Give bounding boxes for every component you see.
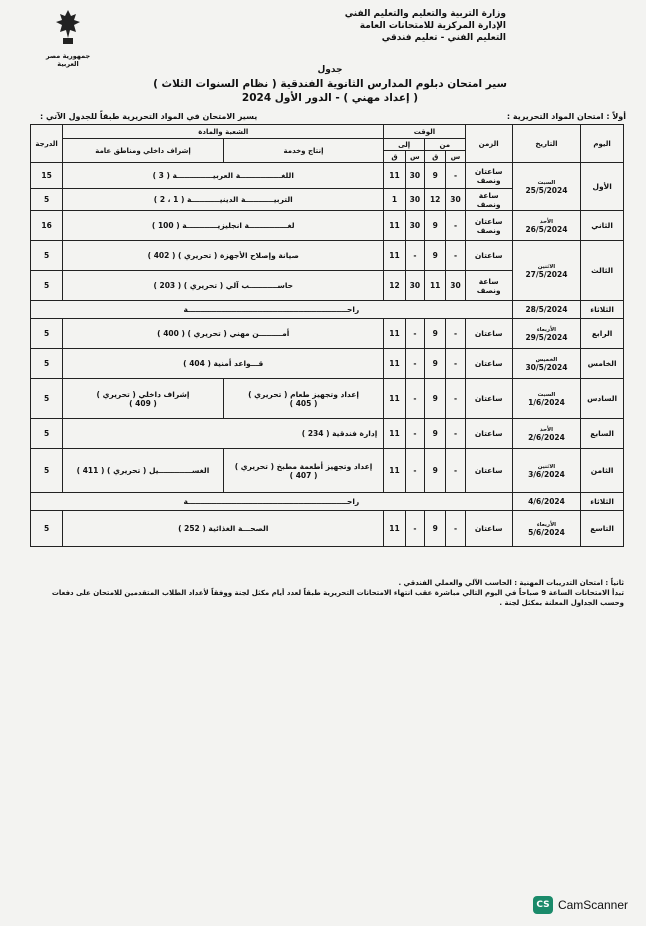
duration-cell: ساعتان	[465, 319, 512, 349]
footer-line: ثانياً : امتحان التدريبات المهنية : الحاسب الآلي والعملي الفندقي .	[398, 579, 624, 587]
exam-schedule-table	[30, 124, 624, 547]
col-to: إلى	[384, 139, 425, 151]
section-note: يسير الامتحان في المواد التحريرية طبقاً للجدول الآتي :	[40, 112, 258, 121]
time-cell: -	[446, 211, 465, 241]
title-line: سير امتحان دبلوم المدارس الثانوية الفندقية ( نظام السنوات الثلاث )	[153, 78, 507, 90]
supervision-subject-cell: إشراف داخلي ( تحريري ) ( 409 )	[63, 379, 224, 419]
col-day: اليوم	[581, 125, 624, 163]
date-cell: السبت 25/5/2024	[512, 163, 580, 211]
subject-cell: لغـــــــــــــــة انجليزيــــــــــــة ( 100 )	[63, 211, 384, 241]
time-cell: 11	[384, 349, 405, 379]
day-cell: الثالث	[581, 241, 624, 301]
ministry-line: وزارة التربية والتعليم والتعليم الفني	[344, 9, 506, 19]
day-cell: الثاني	[581, 211, 624, 241]
header-row	[31, 125, 624, 139]
degree-cell: 15	[31, 163, 63, 189]
subject-cell: إدارة فندقية ( 234 )	[63, 419, 384, 449]
degree-cell: 16	[31, 211, 63, 241]
time-cell: 9	[425, 449, 446, 493]
time-cell: 30	[405, 271, 424, 301]
duration-cell: ساعتان	[465, 511, 512, 547]
degree-cell: 5	[31, 379, 63, 419]
time-cell: 11	[384, 449, 405, 493]
duration-cell: ساعتان ونصف	[465, 163, 512, 189]
time-cell: -	[405, 319, 424, 349]
camscanner-watermark	[533, 896, 628, 914]
time-cell: 11	[384, 319, 405, 349]
time-cell: 11	[384, 379, 405, 419]
table-row	[31, 349, 624, 379]
col-from: من	[425, 139, 466, 151]
time-cell: 9	[425, 379, 446, 419]
time-cell: 11	[384, 241, 405, 271]
table-row	[31, 449, 624, 493]
degree-cell: 5	[31, 349, 63, 379]
table-row	[31, 419, 624, 449]
day-cell: الرابع	[581, 319, 624, 349]
date-cell: الاثنين 27/5/2024	[512, 241, 580, 301]
camscanner-logo-icon: CS	[533, 896, 553, 914]
footer-notes	[24, 578, 624, 608]
table-row	[31, 379, 624, 419]
time-cell: -	[405, 379, 424, 419]
title-line: جدول	[317, 65, 343, 75]
title-block	[120, 64, 540, 105]
time-cell: 9	[425, 211, 446, 241]
degree-cell: 5	[31, 511, 63, 547]
day-cell: الثلاثاء	[581, 301, 624, 319]
subject-cell: صيانة وإصلاح الأجهزة ( تحريري ) ( 402 )	[63, 241, 384, 271]
time-cell: -	[446, 449, 465, 493]
time-cell: -	[446, 419, 465, 449]
time-cell: 30	[405, 189, 424, 211]
time-cell: 11	[384, 163, 405, 189]
day-cell: الأول	[581, 163, 624, 211]
time-cell: 9	[425, 419, 446, 449]
time-cell: 9	[425, 511, 446, 547]
republic-label: جمهورية مصر العربية	[45, 52, 91, 68]
day-cell: التاسع	[581, 511, 624, 547]
rest-cell: راحــــــــــــــــــــــــــــــــــــــــــــــــــــــــــــــة	[31, 301, 513, 319]
production-subject-cell: إعداد وتجهيز طعام ( تحريري ) ( 405 )	[223, 379, 384, 419]
date-cell: الأحد 2/6/2024	[512, 419, 580, 449]
degree-cell: 5	[31, 189, 63, 211]
col-q: ق	[384, 151, 405, 163]
subject-cell: التربيـــــــــــة الدينيـــــــــــة ( 1 ، 2 )	[63, 189, 384, 211]
ministry-line: التعليم الفني - تعليم فندقي	[381, 33, 506, 43]
time-cell: 11	[384, 211, 405, 241]
ministry-line: الإدارة المركزية للامتحانات العامة	[359, 21, 506, 31]
time-cell: 9	[425, 163, 446, 189]
time-cell: -	[446, 319, 465, 349]
table-row	[31, 211, 624, 241]
col-duration: الزمن	[465, 125, 512, 163]
date-cell: السبت 1/6/2024	[512, 379, 580, 419]
col-time: الوقت	[384, 125, 465, 139]
time-cell: -	[405, 449, 424, 493]
day-cell: الخامس	[581, 349, 624, 379]
ministry-header	[345, 8, 506, 44]
duration-cell: ساعتان	[465, 379, 512, 419]
col-s: س	[446, 151, 465, 163]
time-cell: 12	[384, 271, 405, 301]
duration-cell: ساعتان	[465, 241, 512, 271]
col-s: س	[405, 151, 424, 163]
table-row	[31, 319, 624, 349]
time-cell: 9	[425, 241, 446, 271]
day-cell: الثامن	[581, 449, 624, 493]
col-production: إنتاج وخدمة	[223, 139, 384, 163]
date-cell: الأربعاء 5/6/2024	[512, 511, 580, 547]
date-cell: 28/5/2024	[512, 301, 580, 319]
time-cell: 11	[384, 511, 405, 547]
time-cell: -	[446, 163, 465, 189]
time-cell: 11	[384, 419, 405, 449]
time-cell: 9	[425, 319, 446, 349]
time-cell: 30	[446, 189, 465, 211]
time-cell: -	[446, 511, 465, 547]
table-row	[31, 511, 624, 547]
time-cell: 12	[425, 189, 446, 211]
time-cell: 11	[425, 271, 446, 301]
day-cell: السادس	[581, 379, 624, 419]
date-cell: الخميس 30/5/2024	[512, 349, 580, 379]
date-cell: الأربعاء 29/5/2024	[512, 319, 580, 349]
time-cell: -	[446, 241, 465, 271]
camscanner-label: CamScanner	[557, 898, 628, 912]
degree-cell: 5	[31, 319, 63, 349]
col-date: التاريخ	[512, 125, 580, 163]
duration-cell: ساعة ونصف	[465, 271, 512, 301]
col-supervision: إشراف داخلي ومناطق عامة	[63, 139, 224, 163]
table-row	[31, 163, 624, 189]
footer-line: وحسب الجداول المعلنة بمكثل لجنة .	[499, 599, 624, 607]
duration-cell: ساعتان	[465, 349, 512, 379]
subject-cell: أمـــــــــن مهني ( تحريري ) ( 400 )	[63, 319, 384, 349]
footer-line: تبدأ الامتحانات الساعة 9 صباحاً في اليوم التالي مباشرة عقب انتهاء الامتحانات التحريرية طبقاً لعدد أيام مكثل لجنة ووفقاً لأعداد الطلاب المتقدمين للامتحان على دفعات	[51, 589, 624, 597]
time-cell: -	[446, 379, 465, 419]
title-line: ( إعداد مهني ) - الدور الأول 2024	[241, 92, 419, 104]
rest-cell: راحــــــــــــــــــــــــــــــــــــــــــــــــــــــــــــــة	[31, 493, 513, 511]
rest-row	[31, 493, 624, 511]
time-cell: 9	[425, 349, 446, 379]
day-cell: الثلاثاء	[581, 493, 624, 511]
date-cell: الأحد 26/5/2024	[512, 211, 580, 241]
degree-cell: 5	[31, 419, 63, 449]
subject-cell: حاســـــــــــب آلي ( تحريري ) ( 203 )	[63, 271, 384, 301]
time-cell: -	[446, 349, 465, 379]
time-cell: -	[405, 419, 424, 449]
date-cell: الاثنين 3/6/2024	[512, 449, 580, 493]
rest-row	[31, 301, 624, 319]
duration-cell: ساعتان ونصف	[465, 211, 512, 241]
degree-cell: 5	[31, 449, 63, 493]
time-cell: -	[405, 511, 424, 547]
time-cell: 30	[446, 271, 465, 301]
col-degree: الدرجة	[31, 125, 63, 163]
time-cell: -	[405, 349, 424, 379]
duration-cell: ساعتان	[465, 419, 512, 449]
degree-cell: 5	[31, 241, 63, 271]
table-row	[31, 241, 624, 271]
subject-cell: الصحـــة الغذائية ( 252 )	[63, 511, 384, 547]
time-cell: -	[405, 241, 424, 271]
supervision-subject-cell: الغســـــــــــــيل ( تحريري ) ( 411 )	[63, 449, 224, 493]
day-cell: السابع	[581, 419, 624, 449]
subject-cell: قـــواعد أمنية ( 404 )	[63, 349, 384, 379]
production-subject-cell: إعداد وتجهيز أطعمة مطبخ ( تحريري ) ( 407 )	[223, 449, 384, 493]
subject-cell: اللغــــــــــــــــة العربيــــــــــــــة ( 3 )	[63, 163, 384, 189]
date-cell: 4/6/2024	[512, 493, 580, 511]
degree-cell: 5	[31, 271, 63, 301]
col-q: ق	[425, 151, 446, 163]
duration-cell: ساعتان	[465, 449, 512, 493]
time-cell: 30	[405, 163, 424, 189]
eagle-emblem-icon	[54, 8, 82, 48]
duration-cell: ساعة ونصف	[465, 189, 512, 211]
emblem-block	[38, 8, 98, 68]
col-branch: الشعبة والمادة	[63, 125, 384, 139]
time-cell: 1	[384, 189, 405, 211]
time-cell: 30	[405, 211, 424, 241]
section-heading: أولاً : امتحان المواد التحريرية :	[506, 112, 626, 121]
